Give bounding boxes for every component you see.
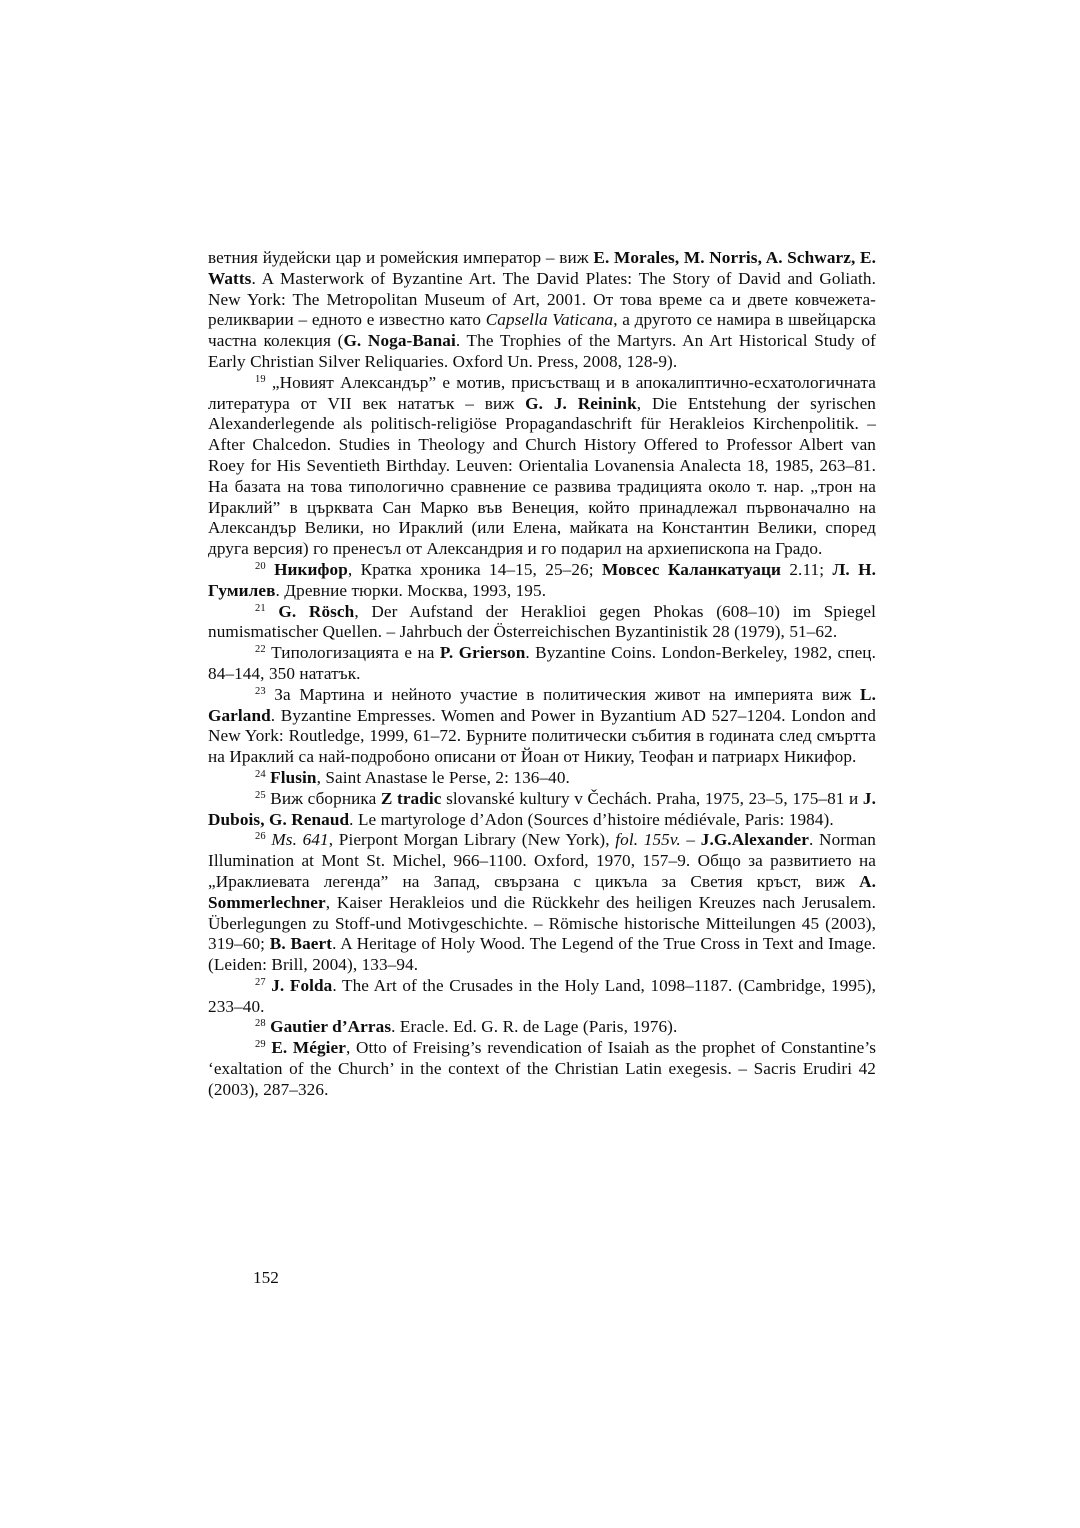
footnote-19	[208, 373, 876, 560]
footnote-marker: 25	[255, 789, 266, 801]
footnote-marker: 26	[255, 831, 266, 843]
text-run: Z tradic	[380, 788, 442, 808]
text-run: . Byzantine Coins. London-Berkeley, 1982, спец. 84–144, 350 нататък.	[208, 643, 876, 683]
footnote-marker: 29	[255, 1039, 266, 1051]
footnote-22	[208, 643, 876, 685]
text-run: G. Noga-Banai	[343, 331, 456, 351]
text-run: . Le martyrologe d’Adon (Sources d’histoire médiévale, Paris: 1984).	[349, 809, 834, 829]
page-number: 152	[253, 1268, 279, 1287]
text-run: Виж сборника	[265, 788, 381, 808]
text-run: „Новият Александър” е мотив, присъстващ и в апокалиптично-есхатологичната литература от VII век нататък – виж	[208, 372, 876, 413]
text-run	[266, 602, 279, 621]
text-run: B. Baert	[269, 934, 333, 954]
text-run: J. Folda	[271, 975, 333, 995]
text-run: Л. Н. Гумилев	[208, 559, 876, 600]
footnote-29	[208, 1038, 876, 1100]
text-run: . Norman Illumination at Mont St. Michel, 966–1100. Oxford, 1970, 157–9. Общо за развитието на „Ираклиевата легенда” на Запад, свързана с цикъла за Светия кръст, виж	[208, 830, 876, 891]
text-run: E. Morales, M. Norris, A. Schwarz, E. Watts	[208, 248, 876, 288]
text-run: . The Art of the Crusades in the Holy Land, 1098–1187. (Cambridge, 1995), 233–40.	[208, 975, 876, 1016]
footnote-marker: 27	[255, 976, 266, 988]
text-run: , Kaiser Herakleios und die Rückkehr des heiligen Kreuzes nach Jerusalem. Überlegungen zu Stoff-und Motivgeschichte. – Römische historische Mitteilungen 45 (2003), 319–60;	[208, 892, 876, 954]
text-run: G. J. Reinink	[525, 393, 637, 413]
footnote-marker: 28	[255, 1018, 266, 1030]
text-run: , Pierpont Morgan Library (New York),	[328, 830, 616, 850]
paragraph-continued	[208, 248, 876, 373]
text-run: –	[680, 830, 701, 850]
footnote-marker: 22	[255, 644, 266, 656]
footnote-marker: 23	[255, 685, 266, 697]
text-run: Capsella Vaticana	[485, 310, 614, 330]
footnote-marker: 20	[255, 560, 266, 572]
text-run: . Древние тюрки. Москва, 1993, 195.	[275, 580, 547, 600]
text-run: . A Heritage of Holy Wood. The Legend of the True Cross in Text and Image. (Leiden: Brill, 2004), 133–94.	[208, 934, 876, 975]
footnote-marker: 24	[255, 768, 266, 780]
text-run: G. Rösch	[278, 601, 355, 621]
text-run: , Otto of Freising’s revendication of Isaiah as the prophet of Constantine’s ‘exaltation of the Church’ in the context of the Christian Latin exegesis. – Sacris Erudiri 42 (2003), 287–326.	[208, 1038, 877, 1099]
text-run: ветния йудейски цар и ромейския император – виж	[208, 248, 594, 267]
text-run: . The Trophies of the Martyrs. An Art Historical Study of Early Christian Silver Reliquaries. Oxford Un. Press, 2008, 128-9).	[208, 331, 876, 371]
text-run: , Кратка хроника 14–15, 25–26;	[347, 559, 602, 579]
footnote-marker: 19	[255, 373, 266, 385]
text-run: Flusin	[270, 767, 317, 787]
text-run: . Byzantine Empresses. Women and Power in Byzantium AD 527–1204. London and New York: Routledge, 1999, 61–72. Бурните политически събития в годината след смъртта на Ираклий са най-подробоно описани от Йоан от Никиу, Теофан и патриарх Никифор.	[208, 705, 876, 767]
text-run: Gautier d’Arras	[270, 1017, 392, 1037]
footnote-marker: 21	[255, 602, 266, 614]
text-run: Мовсес Каланкатуаци	[601, 559, 781, 579]
text-run: A. Sommerlechner	[208, 871, 876, 912]
text-run: . Eracle. Ed. G. R. de Lage (Paris, 1976).	[391, 1017, 678, 1037]
text-run: J. Dubois, G. Renaud	[208, 788, 876, 829]
footnote-26	[208, 830, 876, 976]
footnote-21	[208, 602, 876, 644]
footnote-25	[208, 789, 876, 831]
text-run: slovanské kultury v Čechách. Praha, 1975, 23–5, 175–81 и	[441, 788, 863, 808]
text-run: 2.11;	[781, 559, 833, 579]
text-run: Никифор	[274, 559, 348, 579]
footnote-27	[208, 976, 876, 1018]
text-run: , Saint Anastase le Perse, 2: 136–40.	[316, 767, 570, 787]
text-run: За Мартина и нейното участие в политическия живот на империята виж	[265, 684, 861, 704]
text-run: , а другото се намира в швейцарска частна колекция (	[208, 310, 876, 351]
footnote-24	[208, 768, 876, 789]
text-run: , Der Aufstand der Heraklioi gegen Phokas (608–10) im Spiegel numismatischer Quellen. – Jahrbuch der Österreichischen Byzantinistik 28 (1979), 51–62.	[208, 601, 876, 642]
text-run: , Die Entstehung der syrischen Alexanderlegende als politisch-religiöse Propagandaschrift für Herakleios Kirchenpolitik. – After Chalcedon. Studies in Theology and Church History Offered to Professor Albert van Roey for His Seventieth Birthday. Leuven: Orientalia Lovanensia Analecta 18, 1985, 263–81. На базата на това типологично сравнение се развива традицията около т. нар. „трон на Ираклий” в църквата Сан Марко във Венеция, който принадлежал първоначално на Александър Велики, но Ираклий (или Елена, майката на Константин Велики, според друга версия) го пренесъл от Александрия и го подарил на архиепископа на Градо.	[208, 393, 876, 559]
footnote-20	[208, 560, 876, 602]
text-run: P. Grierson	[439, 643, 526, 663]
text-run: E. Mégier	[271, 1038, 347, 1058]
text-run: . A Masterwork of Byzantine Art. The David Plates: The Story of David and Goliath. New York: The Metropolitan Museum of Art, 2001. От това време са и двете ковчежета-реликварии – едното е известно като	[208, 268, 876, 330]
footnote-23	[208, 685, 876, 768]
text-block	[208, 248, 876, 1101]
text-run: Типологизацията е на	[265, 643, 440, 663]
text-run: L. Garland	[208, 684, 876, 725]
text-run	[266, 560, 274, 579]
footnote-28	[208, 1017, 876, 1038]
text-run: fol. 155v.	[615, 830, 681, 850]
text-run: Ms. 641	[271, 830, 329, 850]
text-run: J.G.Alexander	[700, 830, 809, 850]
